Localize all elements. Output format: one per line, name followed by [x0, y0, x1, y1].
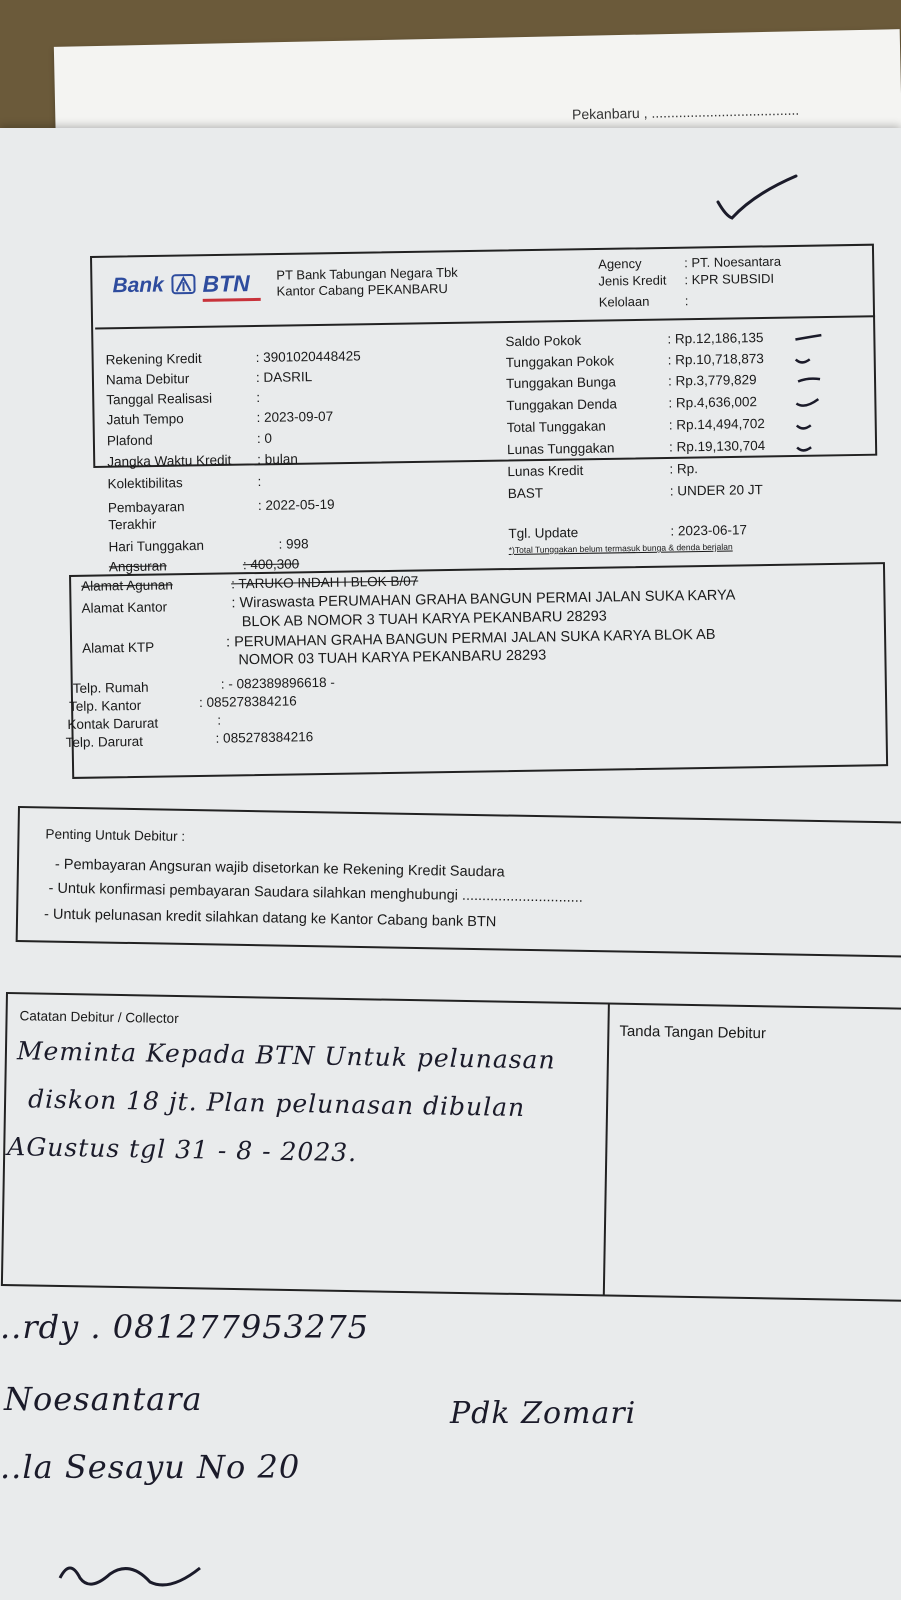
- phone-label: Telp. Kantor: [68, 697, 142, 714]
- handwritten-name: Pdk Zomari: [450, 1396, 637, 1431]
- bank-logo-underline: [203, 298, 261, 302]
- handwritten-note-line: Meminta Kepada BTN Untuk pelunasan: [16, 1036, 556, 1075]
- handwritten-note-line: diskon 18 jt. Plan pelunasan dibulan: [27, 1084, 526, 1123]
- alamat-kantor-label: Alamat Kantor: [81, 599, 168, 616]
- field-value: : 400,300: [242, 556, 300, 573]
- main-content: [0, 114, 901, 828]
- handwritten-contact: ..rdy . 081277953275: [0, 1308, 370, 1346]
- field-value: : UNDER 20 JT: [669, 482, 763, 499]
- field-value: : 998: [278, 536, 309, 552]
- bank-logo-brand: BTN: [202, 270, 250, 297]
- field-value: : Rp.10,718,873: [667, 351, 764, 368]
- phone-value: : 085278384216: [215, 729, 314, 746]
- notice-box: [16, 806, 901, 958]
- bank-name: PT Bank Tabungan Negara Tbk: [276, 264, 458, 283]
- agency-label: Agency: [598, 255, 642, 272]
- field-label: Plafond: [106, 432, 153, 449]
- notes-divider: [603, 1005, 610, 1295]
- field-label: Tunggakan Bunga: [505, 374, 617, 392]
- signature-header: Tanda Tangan Debitur: [619, 1022, 767, 1043]
- jenis-kredit-value: : KPR SUBSIDI: [684, 270, 775, 288]
- bank-logo-icon: [170, 271, 198, 297]
- field-value: : 2023-06-17: [670, 522, 748, 539]
- field-label: Pembayaran: [107, 499, 185, 516]
- header-divider: [95, 315, 875, 329]
- field-label: Total Tunggakan: [506, 418, 606, 436]
- alamat-agunan-label: Alamat Agunan: [81, 577, 173, 594]
- alamat-agunan-value: : TARUKO INDAH I BLOK B/07: [231, 573, 419, 592]
- alamat-ktp-value-2: NOMOR 03 TUAH KARYA PEKANBARU 28293: [238, 647, 547, 669]
- field-label: Hari Tunggakan: [108, 537, 205, 555]
- phone-label: Telp. Darurat: [65, 733, 144, 751]
- field-label: Rekening Kredit: [105, 350, 202, 368]
- field-label: Tunggakan Denda: [506, 396, 618, 414]
- field-value: : Rp.19,130,704: [668, 438, 766, 455]
- field-value: : DASRIL: [255, 369, 313, 386]
- field-label: Tgl. Update: [508, 524, 579, 542]
- phone-label: Telp. Rumah: [72, 679, 149, 696]
- alamat-kantor-value-2: BLOK AB NOMOR 3 TUAH KARYA PEKANBARU 28293: [241, 608, 607, 631]
- handwritten-agency: Noesantara: [4, 1380, 203, 1418]
- handwritten-note-line: AGustus tgl 31 - 8 - 2023.: [7, 1132, 358, 1168]
- notice-line: - Pembayaran Angsuran wajib disetorkan ke Rekening Kredit Saudara: [54, 856, 505, 881]
- field-label: Terakhir: [108, 516, 157, 533]
- handwritten-ticks-icon: [793, 329, 835, 460]
- field-label: Lunas Tunggakan: [506, 440, 615, 458]
- field-label: Tunggakan Pokok: [505, 353, 615, 371]
- footnote: *)Total Tunggakan belum termasuk bunga & denda berjalan: [508, 541, 733, 556]
- notes-box: [1, 992, 901, 1302]
- underlying-city-line: Pekanbaru , ......................................: [571, 101, 800, 123]
- field-value: :: [256, 389, 261, 406]
- field-value: : 3901020448425: [255, 348, 361, 366]
- handwritten-address: ..la Sesayu No 20: [0, 1448, 301, 1486]
- field-label: Saldo Pokok: [505, 332, 582, 350]
- field-label: Nama Debitur: [105, 371, 190, 388]
- alamat-ktp-value-1: : PERUMAHAN GRAHA BANGUN PERMAI JALAN SUKA KARYA BLOK AB: [225, 626, 716, 651]
- field-label: Kolektibilitas: [107, 475, 183, 492]
- phone-label: Kontak Darurat: [67, 715, 159, 733]
- field-value: :: [257, 473, 262, 489]
- field-value: : 2022-05-19: [257, 496, 335, 513]
- agency-value: : PT. Noesantara: [684, 253, 782, 271]
- debtor-statement-sheet: [0, 128, 901, 1600]
- field-value: : bulan: [257, 451, 298, 467]
- field-label: Angsuran: [108, 558, 167, 575]
- notice-title: Penting Untuk Debitur :: [45, 826, 186, 844]
- field-label: Lunas Kredit: [507, 462, 584, 480]
- phone-value: : 085278384216: [198, 693, 297, 710]
- bank-logo-word: Bank: [112, 273, 165, 298]
- kelolaan-label: Kelolaan: [598, 293, 650, 310]
- field-label: Jatuh Tempo: [106, 411, 184, 428]
- phone-value: : - 082389896618 -: [220, 674, 335, 692]
- field-label: Jangka Waktu Kredit: [107, 452, 232, 470]
- field-value: : Rp.3,779,829: [667, 372, 757, 389]
- handwritten-scribble-icon: [0, 1548, 240, 1600]
- notice-line: - Untuk konfirmasi pembayaran Saudara silahkan menghubungi ..............................: [48, 880, 583, 906]
- field-value: : Rp.4,636,002: [668, 394, 758, 411]
- field-value: : Rp.14,494,702: [668, 416, 765, 433]
- notes-header: Catatan Debitur / Collector: [19, 1008, 179, 1027]
- field-value: : Rp.12,186,135: [667, 330, 764, 347]
- notice-line: - Untuk pelunasan kredit silahkan datang ke Kantor Cabang bank BTN: [43, 906, 497, 931]
- alamat-kantor-value-1: : Wiraswasta PERUMAHAN GRAHA BANGUN PERMAI JALAN SUKA KARYA: [231, 587, 736, 612]
- alamat-ktp-label: Alamat KTP: [82, 639, 155, 656]
- branch-name: Kantor Cabang PEKANBARU: [276, 280, 448, 299]
- field-value: : 2023-09-07: [256, 408, 334, 426]
- field-label: Tanggal Realisasi: [106, 390, 213, 408]
- phone-value: :: [217, 712, 222, 728]
- field-value: : Rp.: [669, 461, 699, 477]
- jenis-kredit-label: Jenis Kredit: [598, 272, 667, 289]
- kelolaan-value: :: [684, 293, 689, 309]
- field-label: BAST: [507, 485, 544, 502]
- field-value: : 0: [256, 430, 273, 447]
